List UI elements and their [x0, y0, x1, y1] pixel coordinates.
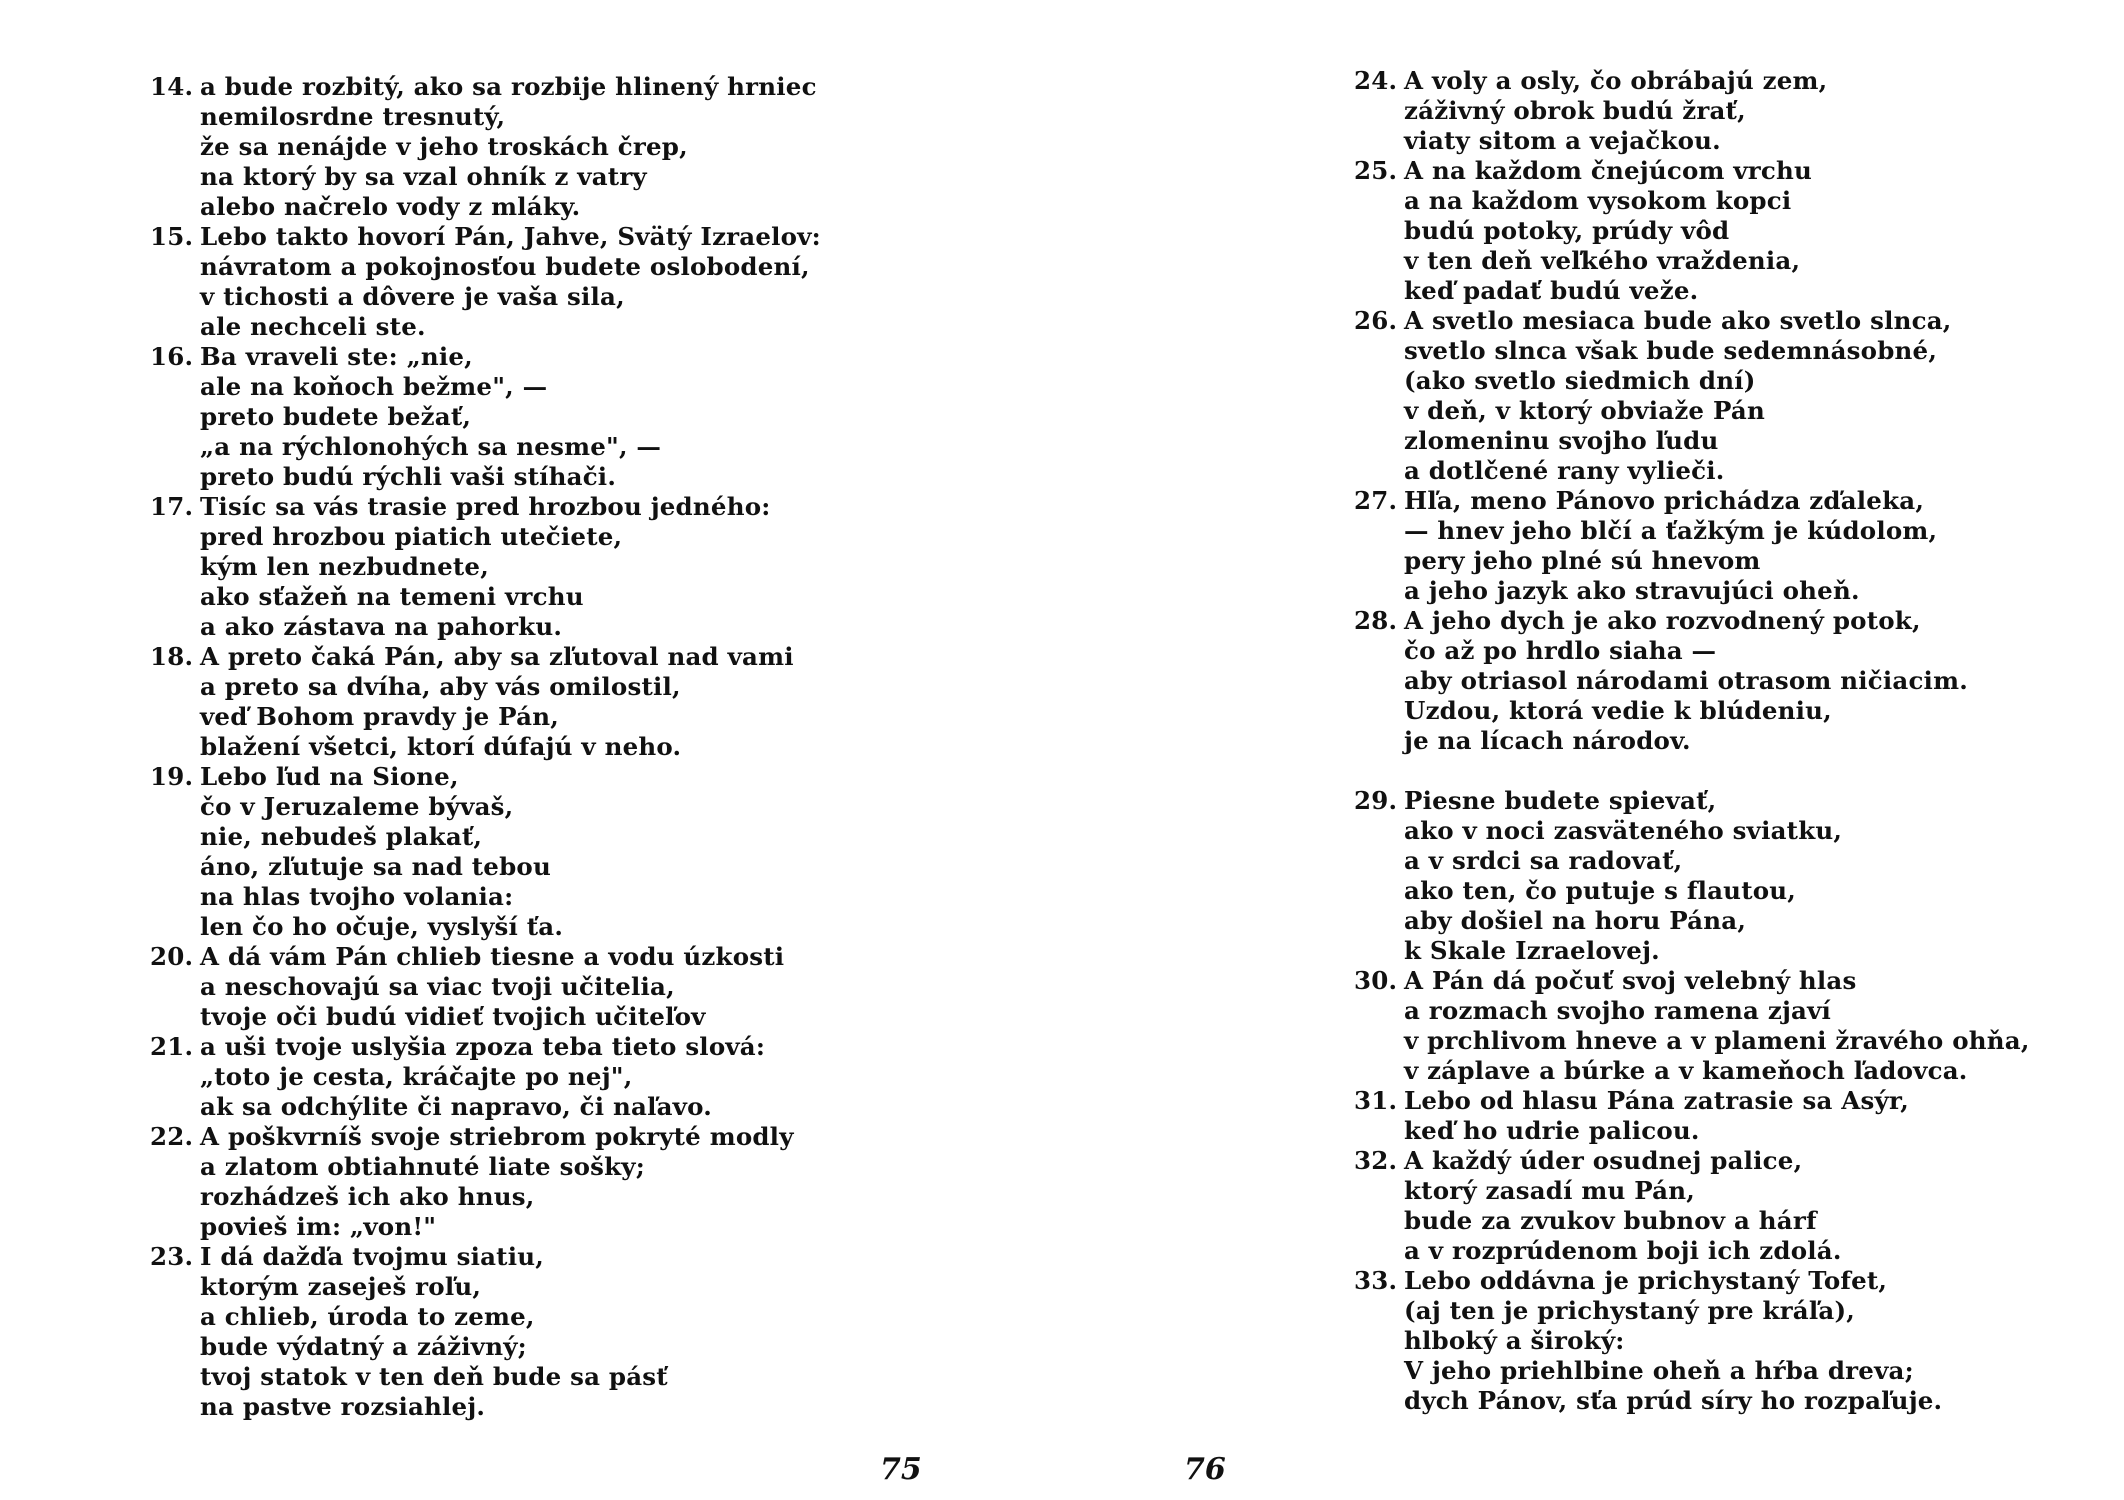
verse-line: a jeho jazyk ako stravujúci oheň. [1404, 576, 1860, 605]
verse-line: A dá vám Pán chlieb tiesne a vodu úzkosti [200, 942, 785, 971]
right-verse-column [1354, 66, 2030, 1416]
verse-line: a bude rozbitý, ako sa rozbije hlinený hrniec [200, 72, 817, 101]
verse-line: ale nechceli ste. [200, 312, 426, 341]
verse-number: 15. [150, 222, 194, 251]
verse-line: A jeho dych je ako rozvodnený potok, [1404, 606, 1921, 635]
verse-line: A na každom čnejúcom vrchu [1404, 156, 1813, 185]
page-number-right: 76 [1184, 1452, 1226, 1487]
verse [150, 492, 821, 642]
verse-line: bude za zvukov bubnov a hárf [1404, 1206, 1817, 1235]
verse-number: 21. [150, 1032, 194, 1061]
verse-line: keď ho udrie palicou. [1404, 1116, 1700, 1145]
verse-line: tvoj statok v ten deň bude sa pásť [200, 1362, 668, 1391]
verse-line: nemilosrdne tresnutý, [200, 102, 506, 131]
verse-line: a na každom vysokom kopci [1404, 186, 1792, 215]
verse [1354, 1086, 2030, 1146]
verse-line: a neschovajú sa viac tvoji učitelia, [200, 972, 675, 1001]
verse-line: Lebo oddávna je prichystaný Tofet, [1404, 1266, 1888, 1295]
verse [150, 1242, 821, 1422]
verse-line: a uši tvoje uslyšia zpoza teba tieto slová: [200, 1032, 766, 1061]
verse [1354, 606, 2030, 756]
verse [1354, 156, 2030, 306]
page-number-left: 75 [880, 1452, 922, 1487]
verse-number: 26. [1354, 306, 1398, 335]
verse-number: 28. [1354, 606, 1398, 635]
verse [150, 642, 821, 762]
verse-line: I dá dažďa tvojmu siatiu, [200, 1242, 544, 1271]
verse-line: na pastve rozsiahlej. [200, 1392, 486, 1421]
verse-line: aby otriasol národami otrasom ničiacim. [1404, 666, 1968, 695]
verse [150, 942, 821, 1032]
verse-number: 14. [150, 72, 194, 101]
verse-number: 32. [1354, 1146, 1398, 1175]
verse-line: a dotlčené rany vylieči. [1404, 456, 1725, 485]
verse [150, 72, 821, 222]
verse-line: návratom a pokojnosťou budete oslobodení, [200, 252, 810, 281]
right-page [1062, 0, 2124, 1500]
verse-line: A svetlo mesiaca bude ako svetlo slnca, [1404, 306, 1952, 335]
verse-number: 19. [150, 762, 194, 791]
verse-line: zlomeninu svojho ľudu [1404, 426, 1719, 455]
verse-number: 31. [1354, 1086, 1398, 1115]
verse-line: ktorým zaseješ roľu, [200, 1272, 482, 1301]
verse-line: tvoje oči budú vidieť tvojich učiteľov [200, 1002, 706, 1031]
verse-line: A Pán dá počuť svoj velebný hlas [1404, 966, 1857, 995]
verse-number: 17. [150, 492, 194, 521]
verse-line: budú potoky, prúdy vôd [1404, 216, 1730, 245]
verse-line: v prchlivom hneve a v plameni žravého ohňa, [1404, 1026, 2030, 1055]
verse-number: 29. [1354, 786, 1398, 815]
verse-number: 16. [150, 342, 194, 371]
verse-line: alebo načrelo vody z mláky. [200, 192, 581, 221]
verse-line: ktorý zasadí mu Pán, [1404, 1176, 1695, 1205]
verse-number: 23. [150, 1242, 194, 1271]
verse-line: v ten deň veľkého vraždenia, [1404, 246, 1801, 275]
verse-line: na ktorý by sa vzal ohník z vatry [200, 162, 647, 191]
verse-line: a v srdci sa radovať, [1404, 846, 1683, 875]
verse-line: A každý úder osudnej palice, [1404, 1146, 1803, 1175]
verse [1354, 486, 2030, 606]
verse-line: v deň, v ktorý obviaže Pán [1404, 396, 1766, 425]
verse-line: a chlieb, úroda to zeme, [200, 1302, 535, 1331]
verse-line: Uzdou, ktorá vedie k blúdeniu, [1404, 696, 1832, 725]
verse-line: Ba vraveli ste: „nie, [200, 342, 473, 371]
verse-line: V jeho priehlbine oheň a hŕba dreva; [1404, 1356, 1914, 1385]
verse-line: nie, nebudeš plakať, [200, 822, 483, 851]
verse-line: A voly a osly, čo obrábajú zem, [1404, 66, 1828, 95]
verse-line: aby došiel na horu Pána, [1404, 906, 1747, 935]
verse-line: záživný obrok budú žrať, [1404, 96, 1746, 125]
verse-line: svetlo slnca však bude sedemnásobné, [1404, 336, 1938, 365]
verse-line: ako v noci zasväteného sviatku, [1404, 816, 1843, 845]
verse [1354, 1146, 2030, 1266]
verse-line: blažení všetci, ktorí dúfajú v neho. [200, 732, 682, 761]
verse-number: 33. [1354, 1266, 1398, 1295]
verse-line: áno, zľutuje sa nad tebou [200, 852, 551, 881]
verse-line: veď Bohom pravdy je Pán, [200, 702, 559, 731]
stanza-gap [1354, 756, 2030, 786]
verse-line: ako sťažeň na temeni vrchu [200, 582, 584, 611]
verse-line: hlboký a široký: [1404, 1326, 1625, 1355]
verse-line: ak sa odchýlite či napravo, či naľavo. [200, 1092, 712, 1121]
verse-line: A preto čaká Pán, aby sa zľutoval nad vami [200, 642, 794, 671]
verse-line: že sa nenájde v jeho troskách črep, [200, 132, 688, 161]
verse [1354, 306, 2030, 486]
verse-line: (aj ten je prichystaný pre kráľa), [1404, 1296, 1855, 1325]
verse-number: 30. [1354, 966, 1398, 995]
verse-line: pery jeho plné sú hnevom [1404, 546, 1761, 575]
verse-number: 24. [1354, 66, 1398, 95]
verse-line: povieš im: „von!" [200, 1212, 437, 1241]
verse-number: 22. [150, 1122, 194, 1151]
verse [150, 1122, 821, 1242]
verse-line: preto budú rýchli vaši stíhači. [200, 462, 617, 491]
verse-line: bude výdatný a záživný; [200, 1332, 527, 1361]
verse-line: keď padať budú veže. [1404, 276, 1699, 305]
verse-line: (ako svetlo siedmich dní) [1404, 366, 1756, 395]
verse [150, 222, 821, 342]
verse [1354, 1266, 2030, 1416]
verse-line: Hľa, meno Pánovo prichádza zďaleka, [1404, 486, 1925, 515]
left-verse-column [150, 72, 821, 1422]
verse-line: ale na koňoch bežme", — [200, 372, 548, 401]
verse [1354, 966, 2030, 1086]
verse-line: pred hrozbou piatich utečiete, [200, 522, 623, 551]
verse-line: Lebo ľud na Sione, [200, 762, 459, 791]
verse [1354, 786, 2030, 966]
verse [150, 762, 821, 942]
verse-line: ako ten, čo putuje s flautou, [1404, 876, 1796, 905]
verse-line: čo v Jeruzaleme bývaš, [200, 792, 514, 821]
verse-line: a v rozprúdenom boji ich zdolá. [1404, 1236, 1842, 1265]
verse-number: 27. [1354, 486, 1398, 515]
verse-line: čo až po hrdlo siaha — [1404, 636, 1717, 665]
verse-line: Lebo takto hovorí Pán, Jahve, Svätý Izraelov: [200, 222, 821, 251]
verse [1354, 66, 2030, 156]
verse-number: 18. [150, 642, 194, 671]
verse-line: preto budete bežať, [200, 402, 472, 431]
verse-line: v tichosti a dôvere je vaša sila, [200, 282, 625, 311]
verse [150, 342, 821, 492]
verse-number: 20. [150, 942, 194, 971]
verse-number: 25. [1354, 156, 1398, 185]
verse-line: a rozmach svojho ramena zjaví [1404, 996, 1832, 1025]
verse-line: A poškvrníš svoje striebrom pokryté modly [200, 1122, 794, 1151]
verse-line: Lebo od hlasu Pána zatrasie sa Asýr, [1404, 1086, 1909, 1115]
verse-line: kým len nezbudnete, [200, 552, 489, 581]
verse [150, 1032, 821, 1122]
verse-line: dych Pánov, sťa prúd síry ho rozpaľuje. [1404, 1386, 1943, 1415]
verse-line: „toto je cesta, kráčajte po nej", [200, 1062, 633, 1091]
verse-line: v záplave a búrke a v kameňoch ľadovca. [1404, 1056, 1968, 1085]
verse-line: a zlatom obtiahnuté liate sošky; [200, 1152, 645, 1181]
verse-line: rozhádzeš ich ako hnus, [200, 1182, 535, 1211]
verse-line: „a na rýchlonohých sa nesme", — [200, 432, 662, 461]
verse-line: a preto sa dvíha, aby vás omilostil, [200, 672, 681, 701]
verse-line: viaty sitom a vejačkou. [1404, 126, 1721, 155]
verse-line: na hlas tvojho volania: [200, 882, 514, 911]
verse-line: len čo ho očuje, vyslyší ťa. [200, 912, 564, 941]
verse-line: a ako zástava na pahorku. [200, 612, 563, 641]
verse-line: — hnev jeho blčí a ťažkým je kúdolom, [1404, 516, 1938, 545]
verse-line: k Skale Izraelovej. [1404, 936, 1660, 965]
verse-line: Tisíc sa vás trasie pred hrozbou jedného: [200, 492, 771, 521]
verse-line: Piesne budete spievať, [1404, 786, 1717, 815]
verse-line: je na lícach národov. [1404, 726, 1691, 755]
